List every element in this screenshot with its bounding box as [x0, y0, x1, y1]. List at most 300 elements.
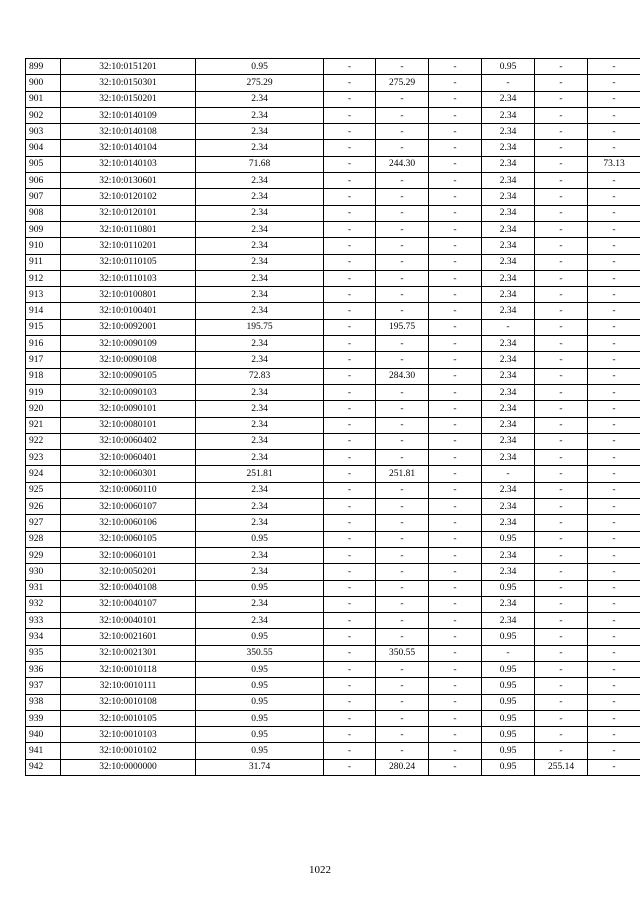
value-cell: - [535, 515, 588, 531]
value-cell: - [376, 515, 429, 531]
value-cell: 2.34 [482, 287, 535, 303]
value-cell: - [324, 564, 376, 580]
value-cell: 2.34 [482, 189, 535, 205]
value-cell: 2.34 [196, 482, 324, 498]
table-row [26, 596, 640, 612]
value-cell: 2.34 [482, 352, 535, 368]
value-cell: - [429, 205, 482, 221]
value-cell: - [535, 580, 588, 596]
value-cell: 2.34 [196, 140, 324, 156]
table-row [26, 727, 640, 743]
value-cell: - [324, 433, 376, 449]
value-cell: 251.81 [376, 466, 429, 482]
value-cell: - [429, 466, 482, 482]
value-cell: 2.34 [196, 238, 324, 254]
value-cell: 0.95 [482, 629, 535, 645]
value-cell: 0.95 [482, 678, 535, 694]
value-cell: - [376, 743, 429, 759]
value-cell: 2.34 [482, 221, 535, 237]
value-cell: - [324, 336, 376, 352]
cadastral-number-cell: 32:10:0010108 [61, 694, 196, 710]
value-cell: - [535, 205, 588, 221]
value-cell: - [588, 629, 640, 645]
table-row [26, 401, 640, 417]
value-cell: - [429, 596, 482, 612]
value-cell: - [376, 580, 429, 596]
value-cell: - [588, 254, 640, 270]
value-cell: - [535, 547, 588, 563]
value-cell: 0.95 [482, 531, 535, 547]
value-cell: 2.34 [196, 221, 324, 237]
value-cell: 2.34 [196, 384, 324, 400]
value-cell: - [376, 596, 429, 612]
value-cell: - [482, 319, 535, 335]
value-cell: 2.34 [196, 596, 324, 612]
value-cell: - [588, 499, 640, 515]
value-cell: - [324, 254, 376, 270]
table-row [26, 743, 640, 759]
value-cell: - [535, 727, 588, 743]
value-cell: - [376, 336, 429, 352]
table-row [26, 124, 640, 140]
value-cell: 0.95 [196, 59, 324, 75]
value-cell: - [429, 189, 482, 205]
table-row [26, 433, 640, 449]
value-cell: 0.95 [196, 694, 324, 710]
value-cell: - [324, 466, 376, 482]
row-number-cell: 903 [26, 124, 61, 140]
row-number-cell: 922 [26, 433, 61, 449]
value-cell: 0.95 [482, 743, 535, 759]
cadastral-number-cell: 32:10:0090109 [61, 336, 196, 352]
value-cell: - [376, 499, 429, 515]
value-cell: - [429, 531, 482, 547]
value-cell: - [588, 466, 640, 482]
value-cell: 0.95 [482, 580, 535, 596]
table-row [26, 384, 640, 400]
cadastral-number-cell: 32:10:0110103 [61, 270, 196, 286]
value-cell: 2.34 [482, 124, 535, 140]
value-cell: 2.34 [482, 140, 535, 156]
table-row [26, 694, 640, 710]
value-cell: - [429, 107, 482, 123]
value-cell: - [535, 336, 588, 352]
value-cell: - [429, 336, 482, 352]
cadastral-number-cell: 32:10:0010103 [61, 727, 196, 743]
row-number-cell: 900 [26, 75, 61, 91]
value-cell: - [588, 433, 640, 449]
value-cell: - [429, 694, 482, 710]
value-cell: - [588, 515, 640, 531]
value-cell: 2.34 [196, 336, 324, 352]
value-cell: 2.34 [196, 613, 324, 629]
value-cell: - [588, 384, 640, 400]
value-cell: 2.34 [196, 107, 324, 123]
row-number-cell: 936 [26, 661, 61, 677]
row-number-cell: 902 [26, 107, 61, 123]
value-cell: 195.75 [196, 319, 324, 335]
row-number-cell: 911 [26, 254, 61, 270]
value-cell: - [429, 287, 482, 303]
cadastral-number-cell: 32:10:0110801 [61, 221, 196, 237]
value-cell: - [429, 629, 482, 645]
value-cell: - [376, 661, 429, 677]
value-cell: - [535, 107, 588, 123]
row-number-cell: 906 [26, 173, 61, 189]
cadastral-number-cell: 32:10:0060401 [61, 450, 196, 466]
value-cell: - [482, 75, 535, 91]
value-cell: 2.34 [482, 596, 535, 612]
row-number-cell: 925 [26, 482, 61, 498]
value-cell: - [376, 613, 429, 629]
value-cell: - [588, 727, 640, 743]
row-number-cell: 933 [26, 613, 61, 629]
value-cell: - [324, 531, 376, 547]
row-number-cell: 910 [26, 238, 61, 254]
value-cell: 2.34 [196, 547, 324, 563]
value-cell: 2.34 [482, 384, 535, 400]
value-cell: - [588, 352, 640, 368]
row-number-cell: 928 [26, 531, 61, 547]
value-cell: - [535, 368, 588, 384]
value-cell: 2.34 [482, 482, 535, 498]
value-cell: - [324, 75, 376, 91]
value-cell: 2.34 [196, 124, 324, 140]
value-cell: - [429, 401, 482, 417]
value-cell: - [324, 596, 376, 612]
value-cell: - [535, 401, 588, 417]
value-cell: - [324, 368, 376, 384]
value-cell: - [324, 173, 376, 189]
table-row [26, 221, 640, 237]
value-cell: 0.95 [482, 710, 535, 726]
cadastral-number-cell: 32:10:0090101 [61, 401, 196, 417]
value-cell: 195.75 [376, 319, 429, 335]
row-number-cell: 937 [26, 678, 61, 694]
value-cell: 0.95 [196, 727, 324, 743]
value-cell: - [535, 156, 588, 172]
row-number-cell: 929 [26, 547, 61, 563]
value-cell: - [429, 499, 482, 515]
value-cell: 350.55 [196, 645, 324, 661]
value-cell: 2.34 [196, 417, 324, 433]
value-cell: - [429, 238, 482, 254]
value-cell: 0.95 [482, 694, 535, 710]
value-cell: 2.34 [196, 564, 324, 580]
value-cell: - [429, 678, 482, 694]
value-cell: - [376, 564, 429, 580]
value-cell: - [535, 384, 588, 400]
value-cell: 2.34 [482, 238, 535, 254]
value-cell: - [324, 661, 376, 677]
value-cell: - [535, 59, 588, 75]
row-number-cell: 935 [26, 645, 61, 661]
value-cell: 251.81 [196, 466, 324, 482]
table-row [26, 270, 640, 286]
value-cell: 0.95 [196, 710, 324, 726]
value-cell: - [324, 205, 376, 221]
value-cell: - [588, 189, 640, 205]
value-cell: - [429, 547, 482, 563]
value-cell: - [324, 450, 376, 466]
table-row [26, 482, 640, 498]
table-row [26, 336, 640, 352]
value-cell: - [535, 645, 588, 661]
value-cell: - [324, 547, 376, 563]
table-row [26, 368, 640, 384]
value-cell: 2.34 [482, 450, 535, 466]
row-number-cell: 912 [26, 270, 61, 286]
value-cell: - [535, 319, 588, 335]
value-cell: 2.34 [196, 450, 324, 466]
cadastral-number-cell: 32:10:0060101 [61, 547, 196, 563]
row-number-cell: 921 [26, 417, 61, 433]
value-cell: - [535, 482, 588, 498]
value-cell: - [324, 189, 376, 205]
cadastral-number-cell: 32:10:0040107 [61, 596, 196, 612]
value-cell: - [429, 564, 482, 580]
value-cell: - [535, 91, 588, 107]
value-cell: - [324, 743, 376, 759]
cadastral-number-cell: 32:10:0060107 [61, 499, 196, 515]
value-cell: 0.95 [482, 727, 535, 743]
value-cell: - [429, 156, 482, 172]
value-cell: - [535, 189, 588, 205]
value-cell: - [429, 75, 482, 91]
value-cell: 0.95 [196, 743, 324, 759]
value-cell: - [588, 417, 640, 433]
value-cell: - [535, 173, 588, 189]
value-cell: - [588, 759, 640, 775]
value-cell: 2.34 [196, 401, 324, 417]
row-number-cell: 907 [26, 189, 61, 205]
value-cell: - [429, 352, 482, 368]
value-cell: 2.34 [196, 205, 324, 221]
value-cell: 0.95 [196, 678, 324, 694]
value-cell: - [535, 678, 588, 694]
value-cell: - [324, 580, 376, 596]
value-cell: 2.34 [482, 547, 535, 563]
value-cell: - [588, 124, 640, 140]
row-number-cell: 930 [26, 564, 61, 580]
value-cell: - [376, 270, 429, 286]
cadastral-number-cell: 32:10:0010118 [61, 661, 196, 677]
value-cell: - [324, 270, 376, 286]
value-cell: - [588, 531, 640, 547]
value-cell: - [588, 336, 640, 352]
row-number-cell: 914 [26, 303, 61, 319]
value-cell: - [324, 221, 376, 237]
value-cell: - [376, 221, 429, 237]
value-cell: - [376, 727, 429, 743]
row-number-cell: 932 [26, 596, 61, 612]
cadastral-number-cell: 32:10:0060110 [61, 482, 196, 498]
value-cell: - [535, 629, 588, 645]
value-cell: 275.29 [196, 75, 324, 91]
row-number-cell: 917 [26, 352, 61, 368]
table-row [26, 107, 640, 123]
table-row [26, 613, 640, 629]
row-number-cell: 919 [26, 384, 61, 400]
value-cell: - [376, 547, 429, 563]
value-cell: - [588, 287, 640, 303]
value-cell: - [429, 221, 482, 237]
value-cell: - [376, 173, 429, 189]
value-cell: - [429, 384, 482, 400]
row-number-cell: 934 [26, 629, 61, 645]
cadastral-number-cell: 32:10:0110201 [61, 238, 196, 254]
row-number-cell: 918 [26, 368, 61, 384]
row-number-cell: 916 [26, 336, 61, 352]
table-row [26, 450, 640, 466]
value-cell: - [588, 205, 640, 221]
value-cell: 2.34 [482, 107, 535, 123]
value-cell: - [324, 401, 376, 417]
table-row [26, 303, 640, 319]
value-cell: 2.34 [482, 173, 535, 189]
cadastral-number-cell: 32:10:0140108 [61, 124, 196, 140]
row-number-cell: 915 [26, 319, 61, 335]
value-cell: - [535, 450, 588, 466]
cadastral-number-cell: 32:10:0130601 [61, 173, 196, 189]
row-number-cell: 909 [26, 221, 61, 237]
table-row [26, 75, 640, 91]
value-cell: - [324, 645, 376, 661]
row-number-cell: 931 [26, 580, 61, 596]
value-cell: - [482, 466, 535, 482]
value-cell: - [535, 564, 588, 580]
value-cell: - [588, 450, 640, 466]
value-cell: - [588, 482, 640, 498]
cadastral-number-cell: 32:10:0100801 [61, 287, 196, 303]
value-cell: - [429, 91, 482, 107]
cadastral-number-cell: 32:10:0110105 [61, 254, 196, 270]
value-cell: - [376, 710, 429, 726]
value-cell: - [588, 368, 640, 384]
value-cell: - [588, 678, 640, 694]
value-cell: 72.83 [196, 368, 324, 384]
value-cell: - [324, 499, 376, 515]
value-cell: - [535, 710, 588, 726]
row-number-cell: 899 [26, 59, 61, 75]
table-body [26, 59, 640, 776]
table-row [26, 352, 640, 368]
cadastral-number-cell: 32:10:0010105 [61, 710, 196, 726]
cadastral-number-cell: 32:10:0092001 [61, 319, 196, 335]
value-cell: - [376, 140, 429, 156]
value-cell: 275.29 [376, 75, 429, 91]
value-cell: - [324, 482, 376, 498]
table-row [26, 205, 640, 221]
row-number-cell: 905 [26, 156, 61, 172]
value-cell: - [429, 124, 482, 140]
row-number-cell: 924 [26, 466, 61, 482]
cadastral-number-cell: 32:10:0090108 [61, 352, 196, 368]
value-cell: - [588, 547, 640, 563]
value-cell: 2.34 [482, 515, 535, 531]
value-cell: 0.95 [482, 661, 535, 677]
value-cell: 2.34 [482, 368, 535, 384]
value-cell: - [588, 596, 640, 612]
value-cell: - [535, 221, 588, 237]
value-cell: 244.30 [376, 156, 429, 172]
value-cell: - [588, 710, 640, 726]
value-cell: - [324, 91, 376, 107]
cadastral-number-cell: 32:10:0140103 [61, 156, 196, 172]
row-number-cell: 908 [26, 205, 61, 221]
table-row [26, 466, 640, 482]
value-cell: - [535, 352, 588, 368]
value-cell: 0.95 [482, 759, 535, 775]
value-cell: - [376, 694, 429, 710]
value-cell: 0.95 [196, 661, 324, 677]
table-row [26, 645, 640, 661]
value-cell: - [429, 59, 482, 75]
value-cell: 2.34 [482, 254, 535, 270]
cadastral-number-cell: 32:10:0010111 [61, 678, 196, 694]
cadastral-number-cell: 32:10:0040101 [61, 613, 196, 629]
table-row [26, 287, 640, 303]
value-cell: - [429, 368, 482, 384]
value-cell: - [376, 254, 429, 270]
cadastral-number-cell: 32:10:0021601 [61, 629, 196, 645]
cadastral-number-cell: 32:10:0140109 [61, 107, 196, 123]
value-cell: - [535, 140, 588, 156]
cadastral-number-cell: 32:10:0151201 [61, 59, 196, 75]
value-cell: - [429, 759, 482, 775]
value-cell: - [376, 238, 429, 254]
value-cell: 0.95 [196, 580, 324, 596]
value-cell: 2.34 [482, 564, 535, 580]
value-cell: - [535, 238, 588, 254]
value-cell: - [376, 531, 429, 547]
value-cell: 2.34 [196, 189, 324, 205]
value-cell: - [376, 433, 429, 449]
value-cell: - [588, 173, 640, 189]
value-cell: - [324, 319, 376, 335]
cadastral-number-cell: 32:10:0090105 [61, 368, 196, 384]
value-cell: - [429, 580, 482, 596]
value-cell: 2.34 [196, 515, 324, 531]
value-cell: - [588, 270, 640, 286]
value-cell: - [535, 254, 588, 270]
value-cell: - [535, 124, 588, 140]
cadastral-number-cell: 32:10:0090103 [61, 384, 196, 400]
cadastral-number-cell: 32:10:0050201 [61, 564, 196, 580]
value-cell: - [376, 91, 429, 107]
value-cell: 31.74 [196, 759, 324, 775]
value-cell: 2.34 [482, 205, 535, 221]
table-row [26, 91, 640, 107]
cadastral-number-cell: 32:10:0010102 [61, 743, 196, 759]
row-number-cell: 927 [26, 515, 61, 531]
value-cell: - [376, 629, 429, 645]
value-cell: - [324, 238, 376, 254]
value-cell: - [376, 678, 429, 694]
value-cell: - [588, 140, 640, 156]
value-cell: 0.95 [196, 531, 324, 547]
value-cell: 2.34 [482, 613, 535, 629]
value-cell: - [588, 107, 640, 123]
value-cell: - [535, 661, 588, 677]
cadastral-number-cell: 32:10:0080101 [61, 417, 196, 433]
value-cell: - [376, 107, 429, 123]
value-cell: - [324, 384, 376, 400]
value-cell: 0.95 [482, 59, 535, 75]
row-number-cell: 939 [26, 710, 61, 726]
value-cell: - [588, 661, 640, 677]
cadastral-number-cell: 32:10:0021301 [61, 645, 196, 661]
